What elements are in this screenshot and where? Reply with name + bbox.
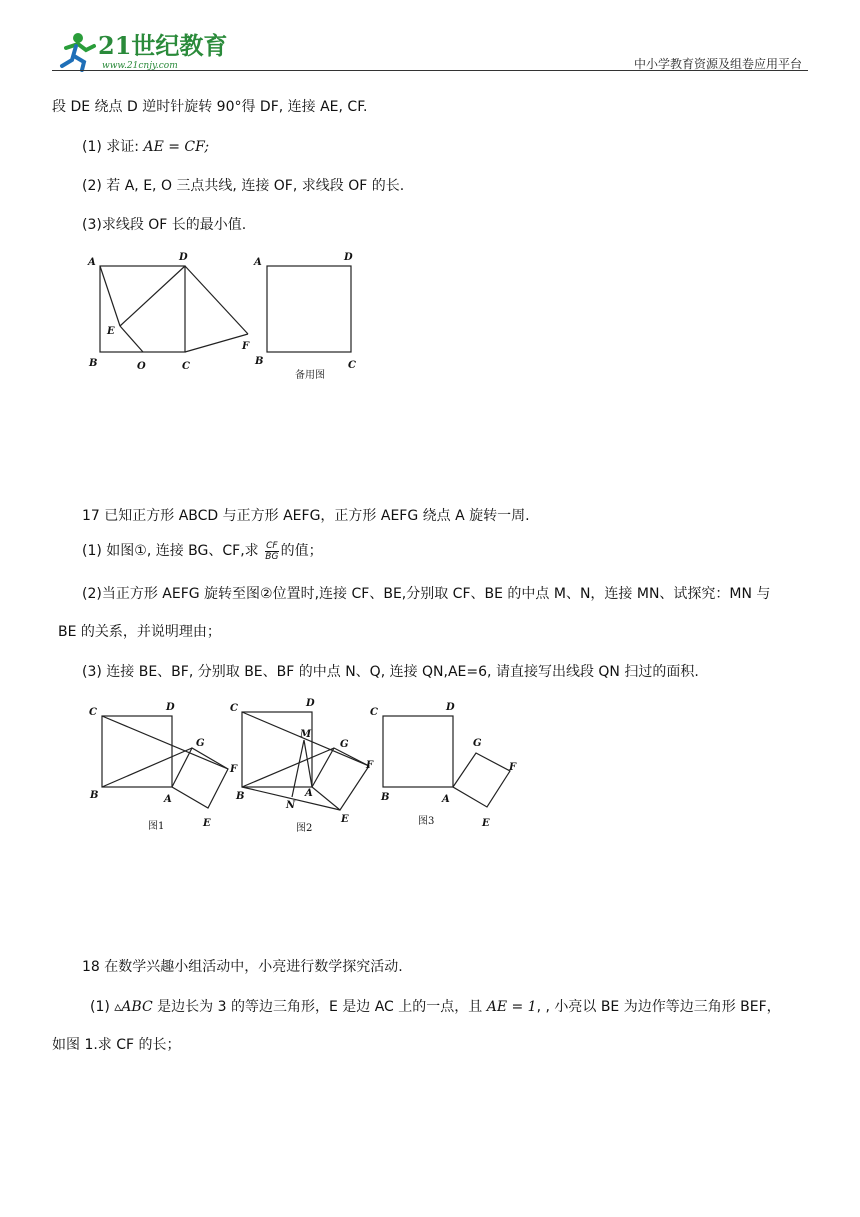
q16-backup-label-a: A xyxy=(254,257,262,268)
fig2-label-e: E xyxy=(341,814,349,825)
fig3-label-e: E xyxy=(482,818,490,829)
q16-intro: 段 DE 绕点 D 逆时针旋转 90°得 DF, 连接 AE, CF. xyxy=(52,99,368,115)
logo xyxy=(52,26,272,72)
q18-part1-line1 xyxy=(90,996,781,1016)
q17-part2-line2: BE 的关系，并说明理由； xyxy=(58,624,221,640)
fig2-square-aefg xyxy=(312,748,369,810)
fig2-label-d: D xyxy=(306,698,315,709)
fig3-caption: 图3 xyxy=(418,816,435,827)
header-divider xyxy=(52,70,808,71)
q16-seg-eo xyxy=(120,326,143,352)
fig1-square-abcd xyxy=(102,716,172,787)
fig3-label-d: D xyxy=(446,702,455,713)
fig3-label-f: F xyxy=(509,762,517,773)
q18-part1-post: , , 小亮以 BE 为边作等边三角形 BEF， xyxy=(536,999,781,1015)
fig1-seg-cf xyxy=(102,716,228,769)
q17-frac-num: CF xyxy=(266,540,278,551)
fig2-label-c: C xyxy=(230,703,238,714)
q18-part1-line2: 如图 1.求 CF 的长； xyxy=(52,1037,181,1053)
q18-part1-mid: 是边长为 3 的等边三角形，E 是边 AC 上的一点，且 xyxy=(152,999,487,1015)
fig2-label-b: B xyxy=(236,791,245,802)
q16-label-e: E xyxy=(107,326,115,337)
q18-stem: 18 在数学兴趣小组活动中，小亮进行数学探究活动. xyxy=(82,959,403,975)
q16-label-o: O xyxy=(137,361,146,372)
fig3-square-abcd xyxy=(383,716,453,787)
q16-part1-math: AE = CF; xyxy=(143,139,210,155)
q16-seg-ae xyxy=(100,266,120,326)
fig1-label-b: B xyxy=(90,790,99,801)
q17-part2-line1: (2)当正方形 AEFG 旋转至图②位置时,连接 CF、BE,分别取 CF、BE 的中点 M、N，连接 MN、试探究：MN 与 xyxy=(82,586,771,602)
q16-backup-label-c: C xyxy=(348,360,356,371)
q17-stem: 17 已知正方形 ABCD 与正方形 AEFG，正方形 AEFG 绕点 A 旋转一周. xyxy=(82,508,530,524)
fig1-label-f: F xyxy=(230,764,238,775)
q16-backup-square xyxy=(267,266,351,352)
q16-part2: (2) 若 A, E, O 三点共线, 连接 OF, 求线段 OF 的长. xyxy=(82,178,405,194)
fig3-label-a: A xyxy=(442,794,450,805)
fig1-label-e: E xyxy=(203,818,211,829)
fig3-label-c: C xyxy=(370,707,378,718)
q17-frac-den: BG xyxy=(265,551,279,562)
q16-backup-caption: 备用图 xyxy=(295,370,325,381)
fig2-seg-ma xyxy=(304,740,312,787)
logo-url: www.21cnjy.com xyxy=(102,61,178,71)
q16-part3: (3)求线段 OF 长的最小值. xyxy=(82,217,247,233)
fig3-label-b: B xyxy=(381,792,390,803)
q16-square-abcd xyxy=(100,266,185,352)
fig1-label-a: A xyxy=(164,794,172,805)
q17-fraction xyxy=(265,541,278,562)
fig2-seg-mn xyxy=(292,740,304,797)
fig2-caption: 图2 xyxy=(296,823,313,834)
q16-label-f: F xyxy=(242,341,250,352)
q17-part3: (3) 连接 BE、BF, 分别取 BE、BF 的中点 N、Q, 连接 QN,AE=6, 请直接写出线段 QN 扫过的面积. xyxy=(82,664,699,680)
logo-runner-icon xyxy=(52,26,272,72)
fig3-square-aefg xyxy=(453,753,510,807)
q17-figures xyxy=(84,696,534,836)
q16-label-a: A xyxy=(88,257,96,268)
logo-text: 21世纪教育 xyxy=(98,31,228,60)
fig1-seg-bg xyxy=(102,748,192,787)
fig1-caption: 图1 xyxy=(148,821,165,832)
q16-seg-de xyxy=(120,266,185,326)
fig3-label-g: G xyxy=(473,738,482,749)
q16-part1 xyxy=(82,136,209,156)
fig2-label-m: M xyxy=(300,729,312,740)
q17-part1-post: 的值； xyxy=(280,543,323,559)
q18-abc: ABC xyxy=(121,999,153,1015)
q16-label-c: C xyxy=(182,361,190,372)
fig2-label-n: N xyxy=(286,800,296,811)
q17-part1 xyxy=(82,540,323,562)
q16-part1-label: (1) 求证: xyxy=(82,139,144,155)
fig2-label-f: F xyxy=(366,760,374,771)
q16-figure xyxy=(80,248,380,388)
q16-backup-label-d: D xyxy=(344,252,353,263)
fig1-label-c: C xyxy=(89,707,97,718)
q16-seg-df xyxy=(185,266,248,334)
q16-backup-label-b: B xyxy=(255,356,264,367)
fig2-label-g: G xyxy=(340,739,349,750)
fig1-label-g: G xyxy=(196,738,205,749)
fig1-label-d: D xyxy=(166,702,175,713)
fig2-seg-bg xyxy=(242,748,334,787)
q18-part1-math: AE = 1 xyxy=(486,999,537,1015)
fig2-label-a: A xyxy=(305,788,313,799)
q16-seg-cf xyxy=(185,334,248,352)
q18-triangle-symbol: (1) ▵ xyxy=(90,999,122,1015)
q16-label-d: D xyxy=(179,252,188,263)
q16-label-b: B xyxy=(89,358,98,369)
q17-part1-pre: (1) 如图①, 连接 BG、CF,求 xyxy=(82,543,264,559)
site-name: 中小学教育资源及组卷应用平台 xyxy=(633,57,802,71)
